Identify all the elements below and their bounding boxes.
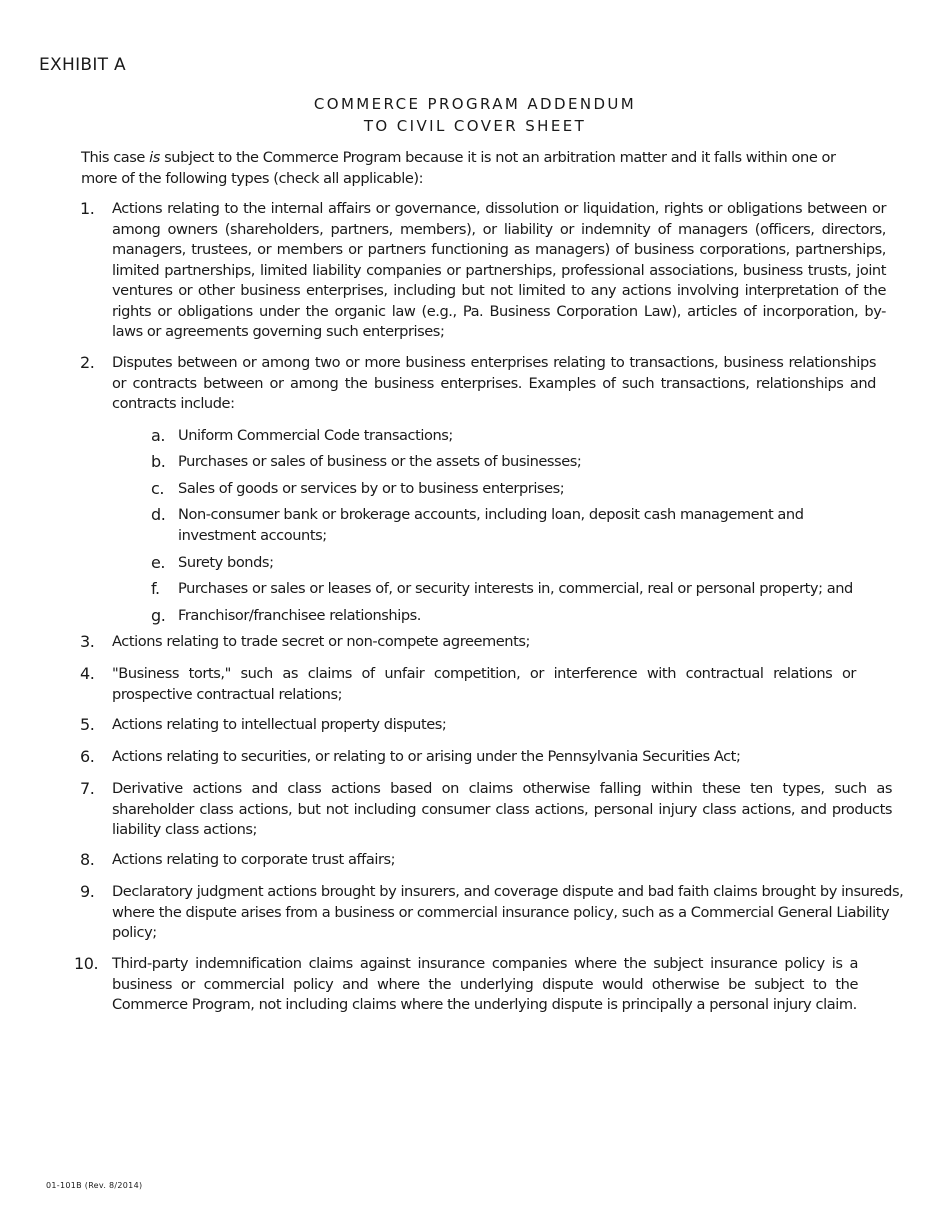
sub-item-letter: b. — [151, 452, 166, 471]
form-number: 01-101B (Rev. 8/2014) — [46, 1181, 143, 1190]
item-text: Disputes between or among two or more business enterprises relating to transactions, business relationships or contracts between or among the business enterprises. Examples of such transactions, relationships and contracts include: — [112, 354, 876, 412]
item-number: 1. — [80, 199, 95, 218]
sub-item-letter: a. — [151, 426, 165, 445]
sub-item-letter: c. — [151, 479, 164, 498]
intro-text-after: subject to the Commerce Program because it is not an arbitration matter and it falls within one or more of the following types (check all applicable): — [81, 149, 836, 187]
item-text: Actions relating to corporate trust affairs; — [112, 851, 396, 868]
document-subtitle: TO CIVIL COVER SHEET — [363, 117, 587, 135]
sub-item-text: Uniform Commercial Code transactions; — [178, 427, 453, 444]
item-number: 10. — [74, 954, 99, 973]
item-number: 3. — [80, 632, 95, 651]
item-text: Third-party indemnification claims against insurance companies where the subject insurance policy is a business or commercial policy and where the underlying dispute would otherwise be subject to the Commerce Program, not including claims where the underlying dispute is principally a personal injury claim. — [112, 955, 858, 1013]
item-number: 2. — [80, 353, 95, 372]
sub-item-letter: g. — [151, 606, 166, 625]
item-text: Derivative actions and class actions based on claims otherwise falling within these ten types, such as shareholder class actions, but not including consumer class actions, personal injury class actions, and products liability class actions; — [112, 780, 892, 838]
item-number: 5. — [80, 715, 95, 734]
item-number: 9. — [80, 882, 95, 901]
intro-paragraph — [81, 148, 871, 189]
item-number: 8. — [80, 850, 95, 869]
item-text: Actions relating to securities, or relating to or arising under the Pennsylvania Securities Act; — [112, 748, 741, 765]
item-text: Actions relating to the internal affairs or governance, dissolution or liquidation, rights or obligations between or among owners (shareholders, partners, members), or liability or indemnity of managers (officers, directors, managers, trustees, or members or partners functioning as managers) of business corporations, partnerships, limited partnerships, limited liability companies or partnerships, professional associations, business trusts, joint ventures or other business enterprises, including but not limited to any actions involving interpretation of the rights or obligations under the organic law (e.g., Pa. Business Corporation Law), articles of incorporation, by-laws or agreements governing such enterprises; — [112, 200, 886, 340]
sub-item-text: Non-consumer bank or brokerage accounts, including loan, deposit cash management and investment accounts; — [178, 506, 804, 544]
item-text: Actions relating to intellectual property disputes; — [112, 716, 447, 733]
item-number: 4. — [80, 664, 95, 683]
sub-item-letter: e. — [151, 553, 166, 572]
sub-item-text: Purchases or sales or leases of, or security interests in, commercial, real or personal property; and — [178, 580, 853, 597]
intro-text-before: This case — [81, 149, 150, 166]
document-title: COMMERCE PROGRAM ADDENDUM — [313, 95, 637, 113]
item-number: 6. — [80, 747, 95, 766]
sub-item-text: Purchases or sales of business or the assets of businesses; — [178, 453, 582, 470]
item-text: Declaratory judgment actions brought by insurers, and coverage dispute and bad faith claims brought by insureds, where the dispute arises from a business or commercial insurance policy, such as a Commercial General Liability policy; — [112, 883, 904, 941]
sub-item-letter: f. — [151, 579, 160, 598]
item-text: "Business torts," such as claims of unfair competition, or interference with contractual relations or prospective contractual relations; — [112, 665, 856, 703]
sub-item-text: Surety bonds; — [178, 554, 274, 571]
sub-item-text: Sales of goods or services by or to business enterprises; — [178, 480, 565, 497]
item-number: 7. — [80, 779, 95, 798]
sub-item-text: Franchisor/franchisee relationships. — [178, 607, 421, 624]
exhibit-label: EXHIBIT A — [39, 55, 126, 75]
sub-item-letter: d. — [151, 505, 166, 524]
item-text: Actions relating to trade secret or non-compete agreements; — [112, 633, 530, 650]
intro-emphasis: is — [149, 149, 160, 166]
